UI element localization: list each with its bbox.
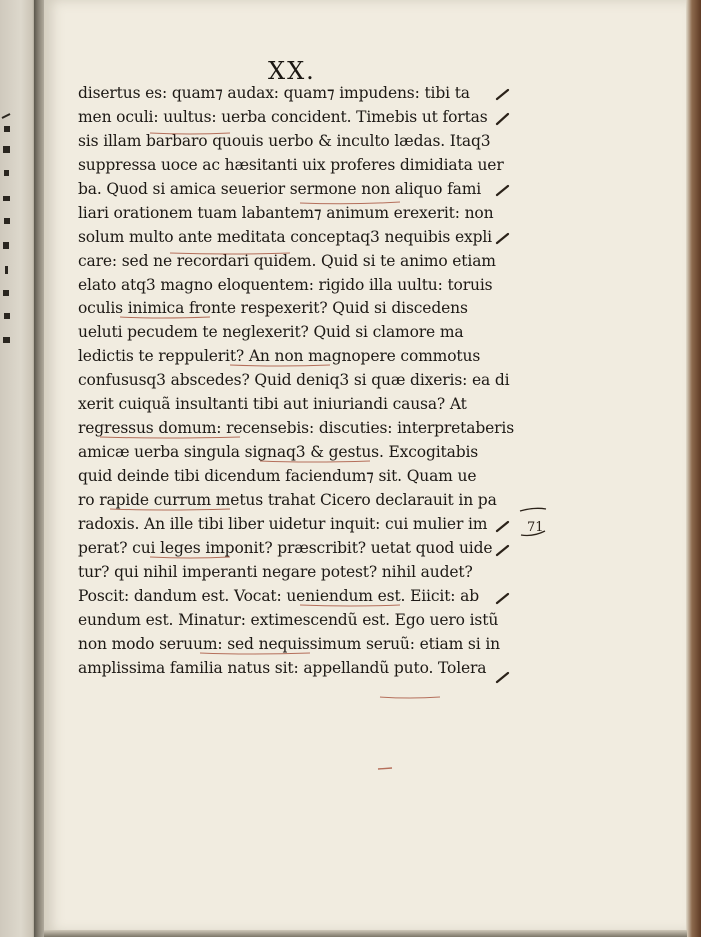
text-line: liari orationem tuam labantem⁊ animum erexerit: non — [78, 203, 494, 222]
text-line: quid deinde tibi dicendum faciendum⁊ sit. Quam ue — [78, 467, 477, 485]
text-line: care: sed ne recordari quidem. Quid si te animo etiam — [78, 251, 496, 270]
running-head: XX. — [268, 57, 316, 85]
text-line: tur? qui nihil imperanti negare potest? nihil audet? — [78, 562, 473, 581]
text-line: solum multo ante meditata conceptaq3 nequibis expli — [78, 227, 492, 246]
text-line: non modo seruum: sed nequissimum seruũ: etiam si in — [78, 634, 500, 653]
text-line: xerit cuiquã insultanti tibi aut iniuriandi causa? At — [78, 395, 467, 414]
margin-note: 71 — [527, 520, 544, 535]
text-line: perat? cui leges imponit? præscribit? uetat quod uide — [78, 538, 493, 557]
text-line: Poscit: dandum est. Vocat: ueniendum est. Eiicit: ab — [78, 586, 479, 605]
text-line: disertus es: quam⁊ audax: quam⁊ impudens: tibi ta — [78, 84, 470, 102]
text-line: amicæ uerba singula signaq3 & gestus. Excogitabis — [78, 443, 479, 462]
text-block — [78, 82, 515, 680]
text-line: men oculi: uultus: uerba concident. Timebis ut fortas — [78, 107, 488, 126]
text-line: suppressa uoce ac hæsitanti uix proferes dimidiata uer — [78, 155, 504, 174]
text-line: oculis inimica fronte respexerit? Quid si discedens — [78, 299, 468, 318]
text-line: ro rapide currum metus trahat Cicero declarauit in pa — [78, 490, 497, 509]
text-line: ledictis te reppulerit? An non magnopere commotus — [78, 347, 481, 366]
text-line: ueluti pecudem te neglexerit? Quid si clamore ma — [78, 323, 464, 342]
text-line: eundum est. Minatur: extimescendũ est. Ego uero istũ — [78, 610, 499, 629]
page-edge-right — [686, 0, 701, 937]
text-line: radoxis. An ille tibi liber uidetur inquit: cui mulier im — [78, 514, 488, 533]
text-line: regressus domum: recensebis: discuties: interpretaberis — [78, 419, 515, 438]
text-line: elato atq3 magno eloquentem: rigido illa uultu: toruis — [78, 275, 493, 294]
facing-page-edge — [0, 0, 38, 937]
text-line: amplissima familia natus sit: appellandũ puto. Tolera — [78, 658, 487, 677]
text-line: confususq3 abscedes? Quid deniq3 si quæ dixeris: ea di — [78, 371, 510, 390]
facing-page-text-fragments — [0, 0, 30, 937]
text-line: sis illam barbaro quouis uerbo & inculto lædas. Itaq3 — [78, 131, 491, 150]
page-edge-bottom — [44, 930, 687, 937]
text-line: ba. Quod si amica seuerior sermone non aliquo fami — [78, 179, 482, 198]
